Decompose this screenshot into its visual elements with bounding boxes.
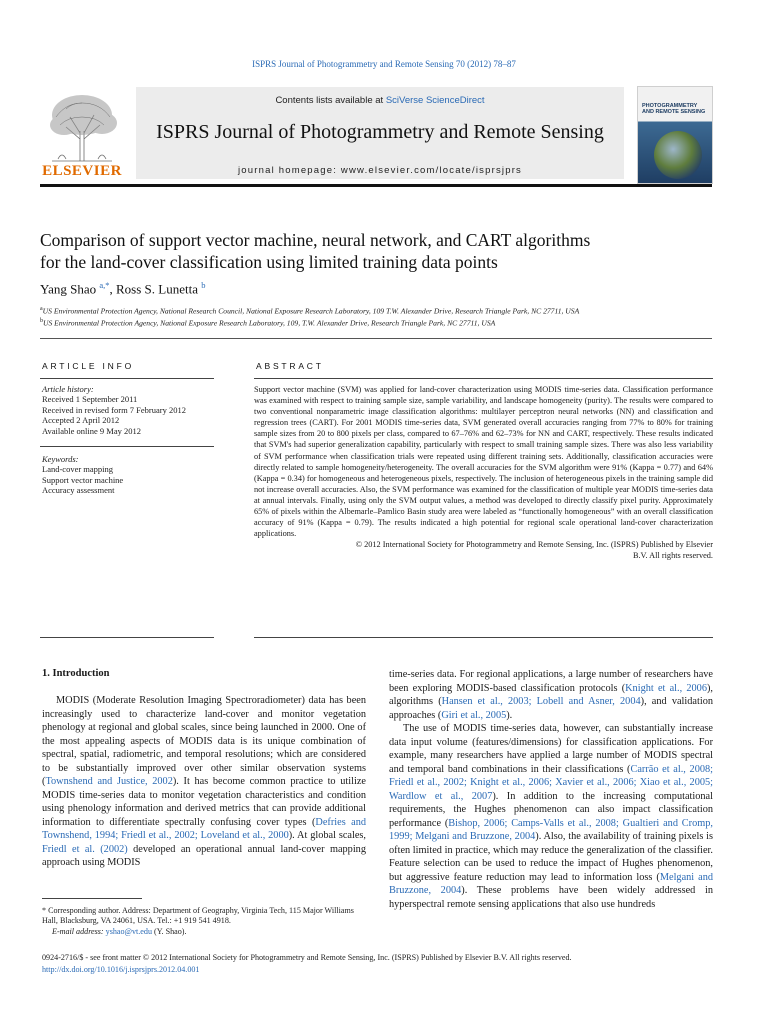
affiliation-a-mark: a (40, 306, 43, 312)
text-run: time-series data. For regional applications, a large number of researchers have been exploring MODIS-based classification protocols ( (389, 669, 713, 694)
citation-link[interactable]: Bishop, 2006; Camps-Valls et al., 2008; Gualtieri and Cromp, 1999; Melgani and Bruzzone, 2004 (389, 817, 713, 842)
history-revised: Received in revised form 7 February 2012 (42, 404, 186, 415)
paper-title (40, 229, 720, 273)
front-matter (42, 952, 722, 975)
citation-link[interactable]: Melgani and Bruzzone, 2004 (389, 871, 714, 896)
citation-link[interactable]: Giri et al., 2005 (441, 709, 507, 721)
contents-prefix: Contents lists available at (275, 95, 386, 106)
affiliation-a (40, 306, 720, 316)
issn-copyright-line: 0924-2716/$ - see front matter © 2012 International Society for Photogrammetry and Remote Sensing, Inc. (ISPRS) Published by Elsevier B.V. All rights reserved. (42, 953, 572, 962)
author-separator: , (109, 281, 117, 297)
citation-link[interactable]: Townshend and Justice, 2002 (45, 776, 173, 787)
author-2-affiliation-mark[interactable]: b (201, 280, 206, 290)
abstract-top-rule (254, 378, 713, 379)
title-block-rule (40, 338, 712, 339)
citation-link[interactable]: Carrão et al., 2008; Friedl et al., 2002; Knight et al., 2006; Xavier et al., 2006; Xiao et al., 2005; Wardlow et al., 2007 (389, 763, 714, 802)
text-run: ). Also, the availability of training pixels is often limited in practice, which may reduce the generalization of the classifier. Feature selection can be used to reduce the impact of Hughes phenomenon, but aggressive feature reduction may lead to information loss ( (389, 831, 713, 883)
sciencedirect-link[interactable]: SciVerse ScienceDirect (385, 95, 485, 106)
section-heading-introduction: 1. Introduction (42, 668, 110, 679)
abstract-body (254, 384, 713, 562)
copyright-line-1: © 2012 International Society for Photogrammetry and Remote Sensing, Inc. (ISPRS) Published by Elsevier (355, 540, 713, 550)
abstract-text: Support vector machine (SVM) was applied for land-cover characterization using MODIS time-series data. Classification performance was examined with respect to training sample size, sample variability, and landscape homogeneity (purity). The results were compared to two conventional nonparametric image classification algorithms: multilayer perceptron neural networks (NN) and classification and regression trees (CART). For 2001 MODIS time-series data, SVM generated overall accuracies ranging from 77% to 80% for training sample sizes from 20 to 800 pixels per class, compared to 67–76% and 62–73% for NN and CART, respectively. These results indicated that SVM's had superior generalization capability, particularly with respect to small training sample sizes. There was also less variability of SVM performance when classification trials were repeated using different training sets. Additionally, classification accuracies were directly related to sample homogeneity/heterogeneity. The overall accuracies for the SVM algorithm were 91% (Kappa = 0.77) and 64% (Kappa = 0.34) for homogeneous and heterogeneous pixels, respectively. The inclusion of heterogeneous pixels in the training sample did not increase overall accuracies. Also, the SVM performance was examined for the classification of multiple year MODIS time-series data at annual intervals. Finally, using only the SVM output values, a method was developed to directly classify pixel purity. Approximately 65% of pixels within the Albemarle–Pamlico Basin study area were labeled as “functionally homogeneous” with an overall classification accuracy of 91% (Kappa = 0.79). The results indicated a high potential for regional scale operational land-cover characterization applications. (254, 385, 713, 539)
header-rule (40, 184, 712, 187)
intro-paragraph-2 (389, 722, 713, 911)
abstract-bottom-rule (254, 637, 713, 638)
intro-paragraph-1-continued (389, 668, 713, 722)
text-run: developed an operational annual land-cover mapping approach using MODIS (42, 843, 366, 868)
corresponding-author-note: * Corresponding author. Address: Department of Geography, Virginia Tech, 115 Major Williams Hall, Blacksburg, VA 24061, USA. Tel.: +1 919 541 4918. (42, 906, 354, 926)
journal-homepage (136, 165, 624, 176)
article-info-rule (40, 378, 214, 379)
homepage-link[interactable]: www.elsevier.com/locate/isprsjprs (340, 165, 523, 176)
cover-title: PHOTOGRAMMETRY AND REMOTE SENSING (642, 103, 706, 115)
text-run: ), algorithms ( (389, 682, 713, 707)
homepage-prefix: journal homepage: (237, 165, 341, 176)
affiliation-b-mark: b (40, 318, 43, 324)
affiliation-b-text: US Environmental Protection Agency, National Exposure Research Laboratory, 109, T.W. Alexander Drive, Research Triangle Park, NC 27711, USA (43, 318, 496, 328)
email-label: E-mail address: (52, 926, 106, 936)
footnote (42, 906, 370, 937)
contents-line (136, 95, 624, 106)
text-run: ). In addition to the increasing computational requirements, the Hughes phenomenon can also impact classification performance ( (389, 790, 713, 829)
text-run: MODIS (Moderate Resolution Imaging Spectroradiometer) data has been increasingly used to characterize land-cover and monitor vegetation phenology at regional and global scales, since being launched in 2000. One of the most appealing aspects of MODIS data is its unique combination of spectral, spatial, radiometric, and temporal resolutions; which are considered to be substantially improved over other similar observation systems ( (42, 695, 366, 787)
citation-link[interactable]: Defries and Townshend, 1994; Friedl et al., 2002; Loveland et al., 2000 (42, 816, 367, 841)
journal-citation-link[interactable]: ISPRS Journal of Photogrammetry and Remote Sensing 70 (2012) 78–87 (252, 59, 516, 69)
text-run: ), and validation approaches ( (389, 696, 714, 721)
citation-link[interactable]: Knight et al., 2006 (625, 682, 707, 694)
text-run: ). These problems have been widely addressed in hyperspectral remote sensing applications that also use hundreds (389, 885, 713, 910)
article-info-bottom-rule (40, 637, 214, 638)
publisher-logo-text: ELSEVIER (42, 163, 122, 179)
keyword-item: Accuracy assessment (42, 485, 115, 496)
paper-title-line-1: Comparison of support vector machine, neural network, and CART algorithms (40, 230, 591, 250)
body-column-left (42, 694, 366, 870)
keywords-label: Keywords: (42, 454, 79, 464)
article-history-label: Article history: (42, 384, 94, 394)
keyword-item: Support vector machine (42, 474, 124, 485)
text-run: ). It has become common practice to utilize MODIS time-series data to monitor vegetation characteristics and condition using phenology information and derived metrics that can provide additional information to differentiate spectrally confusing cover types ( (42, 776, 366, 828)
citation-link[interactable]: Friedl et al. (2002) (42, 843, 128, 855)
email-line (42, 927, 370, 937)
paper-title-line-2: for the land-cover classification using limited training data points (40, 252, 498, 272)
author-list (40, 280, 720, 297)
author-1-affiliation-mark[interactable]: a,* (99, 280, 110, 290)
footnote-rule (42, 898, 142, 899)
affiliation-a-text: US Environmental Protection Agency, National Research Council, National Exposure Research Laboratory, 109 T.W. Alexander Drive, Research Triangle Park, NC 27711, USA (42, 306, 580, 316)
keywords (42, 454, 222, 496)
author-email-link[interactable]: yshao@vt.edu (105, 926, 152, 936)
affiliation-b (40, 318, 720, 328)
text-run: ). At global scales, (288, 830, 366, 841)
journal-cover-image[interactable] (637, 86, 713, 184)
abstract-copyright (254, 539, 713, 561)
text-run: ). (506, 709, 513, 721)
abstract-heading: ABSTRACT (256, 361, 324, 371)
history-received: Received 1 September 2011 (42, 394, 138, 405)
history-accepted: Accepted 2 April 2012 (42, 415, 120, 426)
intro-paragraph-1 (42, 694, 366, 870)
cover-globe-graphic (654, 131, 702, 179)
article-history (42, 384, 222, 436)
doi-link[interactable]: http://dx.doi.org/10.1016/j.isprsjprs.2012.04.001 (42, 964, 200, 974)
text-run: The use of MODIS time-series data, however, can substantially increase data input volume (features/dimensions) for classification applications. For example, many researchers have applied a large number of MODIS spectral and temporal band combinations in their classifications ( (389, 723, 713, 775)
article-info-heading: ARTICLE INFO (42, 361, 135, 371)
citation-link[interactable]: Hansen et al., 2003; Lobell and Asner, 2004 (441, 696, 641, 707)
keywords-rule (40, 446, 214, 447)
copyright-line-2: B.V. All rights reserved. (632, 551, 713, 561)
email-suffix: (Y. Shao). (152, 926, 187, 936)
author-2: Ross S. Lunetta (116, 281, 198, 297)
keyword-item: Land-cover mapping (42, 464, 114, 475)
body-column-right (389, 668, 713, 911)
journal-title: ISPRS Journal of Photogrammetry and Remote Sensing (156, 121, 604, 143)
history-online: Available online 9 May 2012 (42, 425, 141, 436)
author-1: Yang Shao (40, 281, 97, 297)
